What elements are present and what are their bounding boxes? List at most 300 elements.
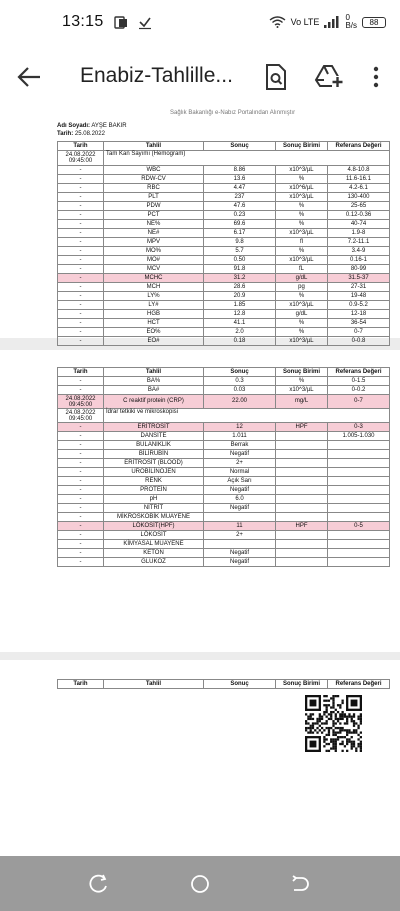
qr-module — [346, 718, 348, 720]
crp-date: 24.08.2022 — [65, 395, 96, 402]
drive-add-icon[interactable] — [315, 65, 343, 89]
qr-module — [328, 750, 330, 752]
table-row — [58, 459, 390, 468]
cell-result: Berrak — [204, 441, 276, 450]
cell-ref — [328, 468, 390, 477]
qr-module — [332, 743, 334, 745]
qr-module — [351, 716, 353, 718]
qr-module — [357, 727, 359, 729]
qr-module — [310, 727, 312, 729]
qr-module — [326, 738, 328, 740]
col-date-header: Tarih — [58, 368, 104, 377]
qr-module — [328, 731, 330, 733]
cell-ref: 19-48 — [328, 292, 390, 301]
qr-module — [360, 736, 362, 738]
cell-ref — [328, 513, 390, 522]
table-row — [58, 522, 390, 531]
qr-module — [332, 747, 334, 749]
cell-date — [58, 395, 104, 409]
qr-module — [323, 713, 325, 715]
cell-result: 41.1 — [204, 319, 276, 328]
cell-ref: 4.2-6.1 — [328, 184, 390, 193]
cell-result: Açık Sarı — [204, 477, 276, 486]
cell-test: LÖKOSİT(HPF) — [104, 522, 204, 531]
cell-ref: 0-0.2 — [328, 386, 390, 395]
back-nav-icon[interactable] — [290, 874, 310, 894]
qr-module — [346, 731, 348, 733]
qr-module — [348, 731, 350, 733]
qr-module — [360, 750, 362, 752]
table-row — [58, 558, 390, 567]
table-row — [58, 450, 390, 459]
qr-module — [355, 750, 357, 752]
table-row — [58, 495, 390, 504]
search-doc-icon[interactable] — [264, 64, 288, 90]
cell-date: - — [58, 477, 104, 486]
cell-result: 1.011 — [204, 432, 276, 441]
qr-module — [335, 731, 337, 733]
qr-module — [351, 741, 353, 743]
qr-module — [355, 747, 357, 749]
cell-ref: 0-7 — [328, 395, 390, 409]
cell-result: 31.2 — [204, 274, 276, 283]
cell-result: 28.6 — [204, 283, 276, 292]
cell-test: NE% — [104, 220, 204, 229]
cell-result: Normal — [204, 468, 276, 477]
cell-date: - — [58, 166, 104, 175]
cell-result: 0.03 — [204, 386, 276, 395]
qr-module — [312, 731, 314, 733]
table-row — [58, 513, 390, 522]
qr-module — [341, 741, 343, 743]
cell-date: - — [58, 256, 104, 265]
qr-module — [330, 697, 332, 699]
table-row — [58, 504, 390, 513]
qr-module — [355, 731, 357, 733]
group-row — [58, 151, 390, 166]
qr-module — [312, 725, 314, 727]
cell-result: Negatif — [204, 504, 276, 513]
group-date — [58, 151, 104, 166]
qr-module — [332, 729, 334, 731]
qr-module — [339, 716, 341, 718]
qr-module — [321, 718, 323, 720]
qr-module — [310, 725, 312, 727]
qr-module — [337, 731, 339, 733]
home-icon[interactable] — [190, 874, 210, 894]
qr-module — [305, 720, 307, 722]
qr-module — [323, 741, 325, 743]
table-row — [58, 283, 390, 292]
qr-module — [339, 731, 341, 733]
cell-date: - — [58, 220, 104, 229]
qr-module — [355, 722, 357, 724]
qr-module — [316, 718, 318, 720]
cell-date: - — [58, 377, 104, 386]
qr-module — [353, 720, 355, 722]
qr-module — [323, 711, 325, 713]
cell-result: 20.9 — [204, 292, 276, 301]
wifi-icon — [269, 16, 286, 28]
crp-row — [58, 395, 390, 409]
qr-module — [360, 722, 362, 724]
cell-unit: x10^3/µL — [276, 229, 328, 238]
col-date-header: Tarih — [58, 142, 104, 151]
cell-result: 0.23 — [204, 211, 276, 220]
cell-date: - — [58, 301, 104, 310]
crp-time: 09:45:00 — [68, 401, 93, 408]
recent-apps-icon[interactable] — [90, 874, 110, 894]
qr-module — [326, 700, 328, 702]
cell-result: 8.86 — [204, 166, 276, 175]
cell-date: - — [58, 202, 104, 211]
cell-test: PLT — [104, 193, 204, 202]
qr-module — [316, 720, 318, 722]
qr-module — [326, 743, 328, 745]
qr-module — [328, 734, 330, 736]
cell-unit: % — [276, 377, 328, 386]
qr-module — [326, 722, 328, 724]
cell-date: - — [58, 522, 104, 531]
table-row — [58, 423, 390, 432]
qr-module — [328, 729, 330, 731]
cell-result: Negatif — [204, 450, 276, 459]
cell-unit: x10^3/µL — [276, 166, 328, 175]
group-title: Tam Kan Sayımı (Hemogram) — [104, 151, 390, 166]
qr-module — [310, 713, 312, 715]
qr-module — [310, 729, 312, 731]
cell-result: 69.6 — [204, 220, 276, 229]
cell-ref: 40-74 — [328, 220, 390, 229]
qr-module — [341, 702, 343, 704]
qr-module — [341, 716, 343, 718]
qr-module — [346, 716, 348, 718]
cell-ref: 27-31 — [328, 283, 390, 292]
cell-date: - — [58, 386, 104, 395]
qr-module — [353, 731, 355, 733]
qr-module — [337, 720, 339, 722]
cell-ref — [328, 531, 390, 540]
cell-date: - — [58, 328, 104, 337]
qr-module — [357, 738, 359, 740]
app-bar — [0, 44, 400, 110]
qr-module — [321, 716, 323, 718]
pdf-page-1[interactable] — [0, 110, 400, 344]
cell-date: - — [58, 310, 104, 319]
cell-unit: % — [276, 319, 328, 328]
cell-ref — [328, 477, 390, 486]
qr-module — [353, 741, 355, 743]
cell-test: MCHC — [104, 274, 204, 283]
cell-test: RBC — [104, 184, 204, 193]
cell-unit: g/dL — [276, 310, 328, 319]
table-header-row — [58, 680, 390, 689]
qr-module — [344, 736, 346, 738]
cell-ref: 0-1.5 — [328, 377, 390, 386]
qr-module — [330, 716, 332, 718]
cell-result: 0.3 — [204, 377, 276, 386]
qr-module — [332, 695, 334, 697]
qr-module — [330, 727, 332, 729]
qr-module — [348, 713, 350, 715]
qr-module — [332, 697, 334, 699]
cell-test: BİLİRUBİN — [104, 450, 204, 459]
cell-test: C reaktif protein (CRP) — [104, 395, 204, 409]
qr-module — [323, 738, 325, 740]
qr-module — [328, 743, 330, 745]
qr-module — [344, 745, 346, 747]
qr-module — [326, 711, 328, 713]
cell-ref: 12-18 — [328, 310, 390, 319]
cell-unit: x10^3/µL — [276, 193, 328, 202]
cell-unit: fl — [276, 238, 328, 247]
cell-date: - — [58, 184, 104, 193]
qr-module — [310, 716, 312, 718]
cell-unit: x10^6/µL — [276, 184, 328, 193]
qr-module — [348, 741, 350, 743]
qr-module — [332, 741, 334, 743]
qr-module — [337, 738, 339, 740]
table-row — [58, 301, 390, 310]
table-row — [58, 193, 390, 202]
group-title: İdrar tetkiki ve mikroskopisi — [104, 409, 390, 423]
cell-test: RDW-CV — [104, 175, 204, 184]
cell-result: 2.0 — [204, 328, 276, 337]
qr-module — [335, 727, 337, 729]
qr-module — [351, 731, 353, 733]
table-row — [58, 229, 390, 238]
qr-module — [326, 727, 328, 729]
cell-test: KETON — [104, 549, 204, 558]
qr-module — [305, 736, 307, 752]
qr-module — [332, 704, 334, 706]
qr-module — [323, 736, 325, 738]
cell-unit — [276, 558, 328, 567]
qr-module — [346, 729, 348, 731]
qr-module — [339, 718, 341, 720]
cell-test: DANSİTE — [104, 432, 204, 441]
table-row — [58, 337, 390, 346]
cell-test: RENK — [104, 477, 204, 486]
qr-module — [326, 734, 328, 736]
qr-module — [339, 713, 341, 715]
cell-result: 6.0 — [204, 495, 276, 504]
cell-result: 9.8 — [204, 238, 276, 247]
cell-unit: % — [276, 175, 328, 184]
qr-module — [328, 713, 330, 715]
cell-ref — [328, 495, 390, 504]
table-row — [58, 211, 390, 220]
cell-unit: g/dL — [276, 274, 328, 283]
cell-ref: 80-99 — [328, 265, 390, 274]
lab-results-table-2 — [57, 367, 390, 567]
col-unit-header: Sonuç Birimi — [276, 368, 328, 377]
table-row — [58, 540, 390, 549]
cell-date: - — [58, 432, 104, 441]
cell-test: BA# — [104, 386, 204, 395]
qr-module — [346, 741, 348, 743]
network-type: Vo LTE — [290, 16, 320, 27]
table-row — [58, 274, 390, 283]
cell-test: MO# — [104, 256, 204, 265]
battery-level: 88 — [369, 17, 379, 27]
qr-module — [348, 729, 350, 731]
battery-icon — [362, 17, 386, 28]
group-time-value: 09:45:00 — [68, 158, 93, 164]
qr-module — [353, 725, 355, 727]
cell-date: - — [58, 292, 104, 301]
cell-unit: % — [276, 211, 328, 220]
document-title: Enabiz-Tahlille... — [80, 64, 233, 87]
cell-date: - — [58, 531, 104, 540]
qr-module — [339, 727, 341, 729]
qr-module — [339, 743, 341, 745]
qr-module — [351, 718, 353, 720]
cell-date: - — [58, 486, 104, 495]
cell-test: NİTRİT — [104, 504, 204, 513]
qr-module — [341, 750, 343, 752]
pdf-page-3[interactable] — [0, 660, 400, 856]
qr-module — [348, 738, 350, 740]
cell-date: - — [58, 459, 104, 468]
qr-module — [319, 729, 321, 731]
cell-date: - — [58, 283, 104, 292]
qr-module — [353, 722, 355, 724]
table-row — [58, 477, 390, 486]
qr-module — [351, 747, 353, 749]
cell-test: PROTEİN — [104, 486, 204, 495]
cell-unit: % — [276, 328, 328, 337]
qr-module — [360, 718, 362, 720]
qr-module — [332, 702, 334, 704]
qr-module — [314, 729, 316, 731]
qr-module — [319, 713, 321, 715]
table-row — [58, 265, 390, 274]
cell-date: - — [58, 450, 104, 459]
cell-test: PCT — [104, 211, 204, 220]
qr-module — [316, 727, 318, 729]
col-result-header: Sonuç — [204, 142, 276, 151]
cell-test: LÖKOSİT — [104, 531, 204, 540]
cell-unit: % — [276, 292, 328, 301]
group-date-value: 24.08.2022 — [65, 152, 96, 158]
col-ref-header: Referans Değeri — [328, 142, 390, 151]
qr-module — [341, 713, 343, 715]
qr-module — [344, 716, 346, 718]
qr-module — [332, 745, 334, 747]
qr-module — [312, 722, 314, 724]
cell-result: 13.6 — [204, 175, 276, 184]
qr-module — [351, 736, 353, 738]
qr-module — [310, 731, 312, 733]
signal-icon — [324, 16, 340, 28]
pdf-page-2[interactable] — [0, 350, 400, 652]
qr-module — [326, 706, 328, 708]
cell-result — [204, 513, 276, 522]
qr-module — [335, 713, 337, 715]
cell-result: 5.7 — [204, 247, 276, 256]
qr-module — [353, 729, 355, 731]
cell-test: MO% — [104, 247, 204, 256]
cell-date: - — [58, 274, 104, 283]
cell-date: - — [58, 558, 104, 567]
qr-module — [326, 716, 328, 718]
cell-ref: 130-400 — [328, 193, 390, 202]
table-row — [58, 377, 390, 386]
qr-module — [332, 700, 334, 702]
qr-module — [360, 731, 362, 733]
cell-test: pH — [104, 495, 204, 504]
more-icon[interactable] — [366, 65, 386, 89]
qr-module — [341, 736, 343, 738]
qr-module — [326, 750, 328, 752]
cell-date: - — [58, 468, 104, 477]
qr-module — [305, 736, 321, 738]
qr-module — [321, 731, 323, 733]
table-row — [58, 549, 390, 558]
cell-unit — [276, 513, 328, 522]
qr-module — [326, 709, 328, 711]
cell-ref: 31.5-37 — [328, 274, 390, 283]
qr-module — [346, 750, 348, 752]
net-speed — [345, 14, 357, 30]
cell-test: MCH — [104, 283, 204, 292]
qr-module — [357, 743, 359, 745]
qr-module — [346, 738, 348, 740]
qr-module — [335, 716, 337, 718]
cell-unit — [276, 495, 328, 504]
cell-test: WBC — [104, 166, 204, 175]
cell-unit: HPF — [276, 522, 328, 531]
cell-unit: x10^3/µL — [276, 256, 328, 265]
qr-module — [328, 718, 330, 720]
cell-test: LY% — [104, 292, 204, 301]
qr-module — [341, 743, 343, 745]
qr-module — [341, 729, 343, 731]
table-row — [58, 310, 390, 319]
qr-module — [346, 743, 348, 745]
cell-result: 12 — [204, 423, 276, 432]
qr-module — [332, 711, 334, 713]
back-arrow-icon[interactable] — [16, 64, 42, 90]
col-unit-header: Sonuç Birimi — [276, 680, 328, 689]
cell-result: 12.8 — [204, 310, 276, 319]
col-result-header: Sonuç — [204, 680, 276, 689]
cell-unit — [276, 531, 328, 540]
qr-module — [312, 713, 314, 715]
qr-module — [307, 716, 309, 718]
qr-module — [323, 700, 325, 702]
qr-module — [323, 729, 325, 731]
cell-ref: 3.4-9 — [328, 247, 390, 256]
qr-module — [332, 720, 334, 722]
cell-date: - — [58, 193, 104, 202]
table-row — [58, 292, 390, 301]
qr-module — [326, 720, 328, 722]
cell-unit: % — [276, 247, 328, 256]
cell-result: 1.85 — [204, 301, 276, 310]
cell-ref — [328, 450, 390, 459]
qr-module — [330, 741, 332, 743]
cell-ref — [328, 540, 390, 549]
qr-module — [330, 738, 332, 740]
cell-test: ERİTROSİT — [104, 423, 204, 432]
cell-unit — [276, 450, 328, 459]
cell-unit — [276, 441, 328, 450]
status-bar — [0, 0, 400, 44]
qr-module — [337, 718, 339, 720]
cell-date: - — [58, 504, 104, 513]
